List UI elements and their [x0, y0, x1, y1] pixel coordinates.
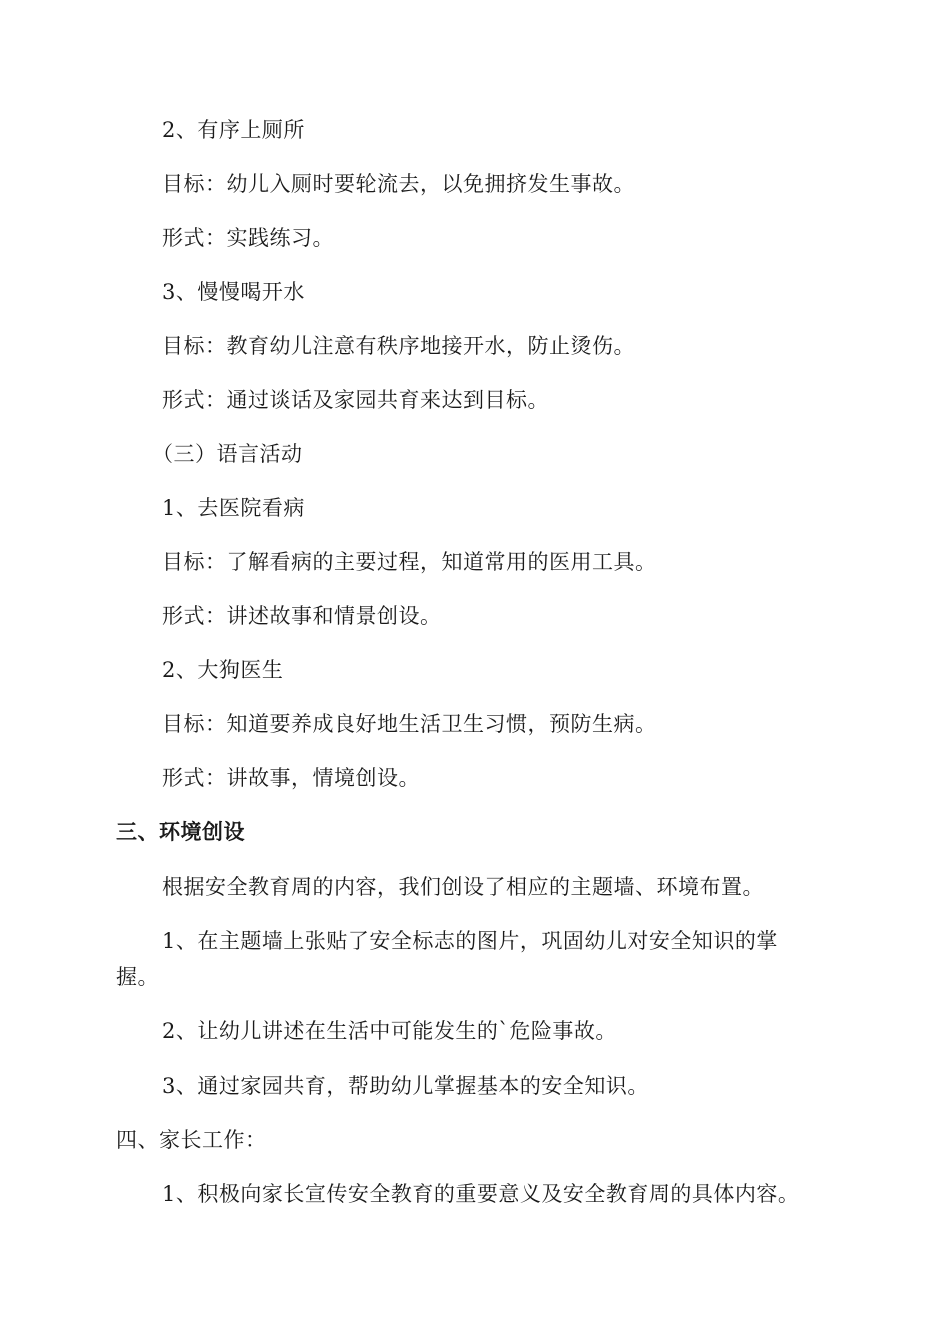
form-text: 形式：通过谈话及家园共育来达到目标。 — [162, 388, 549, 412]
paragraph: 1、在主题墙上张贴了安全标志的图片，巩固幼儿对安全知识的掌 — [162, 929, 778, 953]
subsection-heading: （三）语言活动 — [152, 442, 303, 466]
goal-text: 目标：了解看病的主要过程，知道常用的医用工具。 — [162, 550, 657, 574]
item-heading: 1、去医院看病 — [162, 496, 305, 520]
paragraph-continuation: 握。 — [116, 965, 159, 989]
form-text: 形式：讲述故事和情景创设。 — [162, 604, 442, 628]
form-text: 形式：实践练习。 — [162, 226, 334, 250]
goal-text: 目标：幼儿入厕时要轮流去，以免拥挤发生事故。 — [162, 172, 635, 196]
paragraph: 3、通过家园共育，帮助幼儿掌握基本的安全知识。 — [162, 1074, 649, 1098]
section-heading: 四、家长工作： — [116, 1128, 267, 1152]
goal-text: 目标：教育幼儿注意有秩序地接开水，防止烫伤。 — [162, 334, 635, 358]
paragraph: 根据安全教育周的内容，我们创设了相应的主题墙、环境布置。 — [162, 875, 764, 899]
item-heading: 3、慢慢喝开水 — [162, 280, 305, 304]
paragraph: 1、积极向家长宣传安全教育的重要意义及安全教育周的具体内容。 — [162, 1182, 800, 1206]
paragraph: 2、让幼儿讲述在生活中可能发生的`危险事故。 — [162, 1019, 617, 1043]
item-heading: 2、有序上厕所 — [162, 118, 305, 142]
form-text: 形式：讲故事，情境创设。 — [162, 766, 420, 790]
item-heading: 2、大狗医生 — [162, 658, 284, 682]
section-heading: 三、环境创设 — [116, 820, 245, 844]
goal-text: 目标：知道要养成良好地生活卫生习惯，预防生病。 — [162, 712, 657, 736]
